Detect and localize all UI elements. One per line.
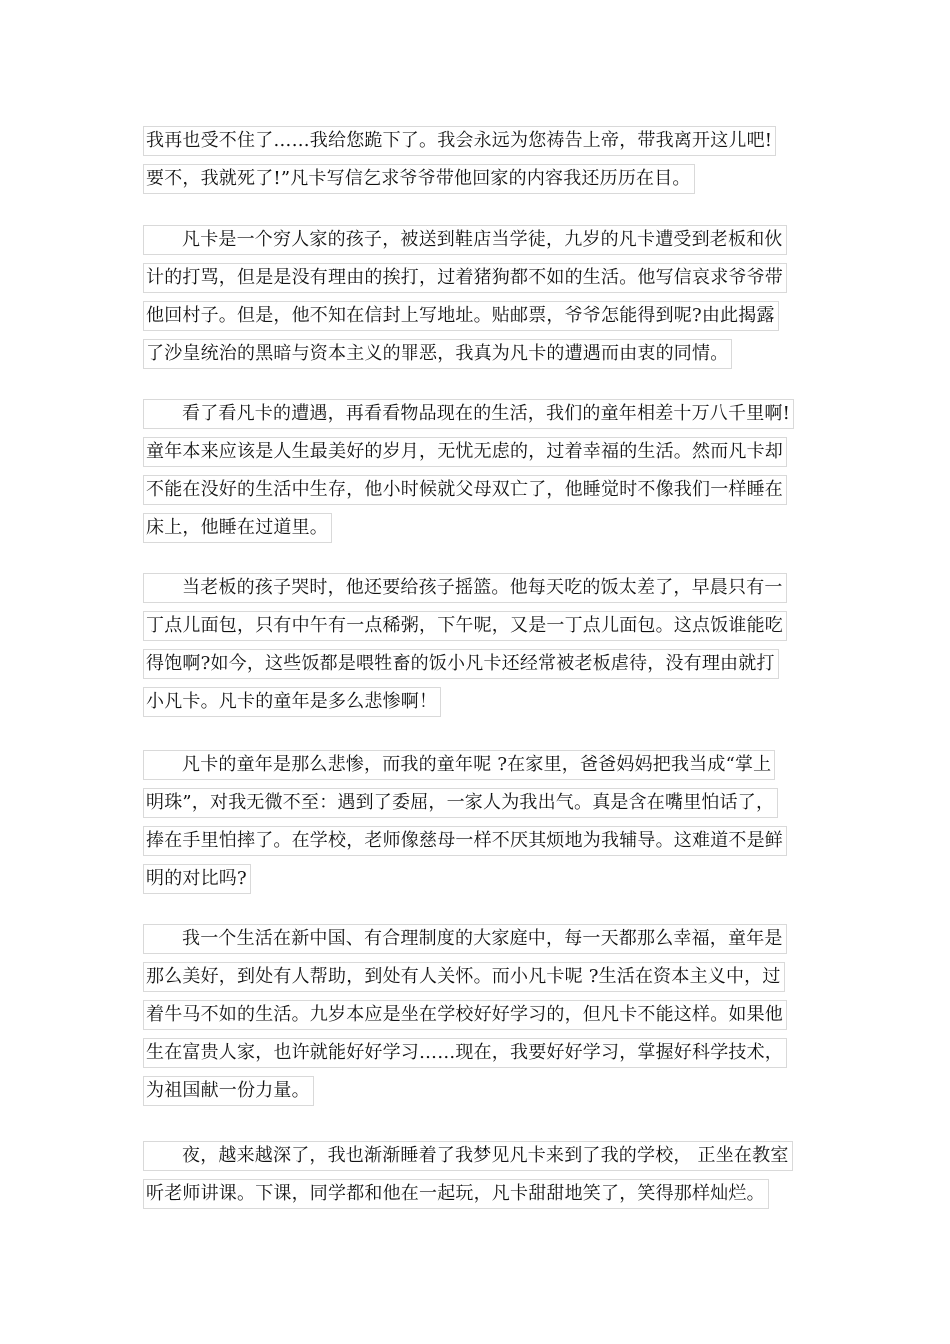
line-text: 凡卡是一个穷人家的孩子，被送到鞋店当学徒，九岁的凡卡遭受到老板和伙 xyxy=(143,225,787,255)
text-line xyxy=(143,1141,808,1171)
text-line xyxy=(143,339,808,369)
text-line xyxy=(143,687,808,717)
text-line xyxy=(143,788,808,818)
text-line xyxy=(143,475,808,505)
text-line xyxy=(143,164,808,194)
text-line xyxy=(143,962,808,992)
text-line xyxy=(143,437,808,467)
paragraph-5 xyxy=(143,750,808,902)
line-text: 我再也受不住了……我给您跪下了。我会永远为您祷告上帝，带我离开这儿吧! xyxy=(143,126,776,156)
line-text: 他回村子。但是，他不知在信封上写地址。贴邮票，爷爷怎能得到呢?由此揭露 xyxy=(143,301,779,331)
line-text: 听老师讲课。下课，同学都和他在一起玩，凡卡甜甜地笑了，笑得那样灿烂。 xyxy=(143,1179,769,1209)
text-line xyxy=(143,513,808,543)
line-text: 生在富贵人家，也许就能好好学习……现在，我要好好学习，掌握好科学技术， xyxy=(143,1038,787,1068)
line-text: 夜，越来越深了，我也渐渐睡着了我梦见凡卡来到了我的学校， 正坐在教室 xyxy=(143,1141,793,1171)
line-text: 那么美好，到处有人帮助，到处有人关怀。而小凡卡呢 ?生活在资本主义中，过 xyxy=(143,962,785,992)
text-line xyxy=(143,225,808,255)
text-line xyxy=(143,399,808,429)
line-text: 童年本来应该是人生最美好的岁月，无忧无虑的，过着幸福的生活。然而凡卡却 xyxy=(143,437,787,467)
text-line xyxy=(143,826,808,856)
paragraph-7 xyxy=(143,1141,808,1217)
text-line xyxy=(143,1000,808,1030)
line-text: 小凡卡。凡卡的童年是多么悲惨啊！ xyxy=(143,687,441,717)
line-text: 着牛马不如的生活。九岁本应是坐在学校好好学习的，但凡卡不能这样。如果他 xyxy=(143,1000,787,1030)
line-text: 了沙皇统治的黑暗与资本主义的罪恶，我真为凡卡的遭遇而由衷的同情。 xyxy=(143,339,732,369)
paragraph-1 xyxy=(143,126,808,202)
line-text: 明珠”，对我无微不至：遇到了委屈，一家人为我出气。真是含在嘴里怕话了， xyxy=(143,788,778,818)
line-text: 不能在没好的生活中生存，他小时候就父母双亡了，他睡觉时不像我们一样睡在 xyxy=(143,475,787,505)
line-text: 看了看凡卡的遭遇，再看看物品现在的生活，我们的童年相差十万八千里啊! xyxy=(143,399,794,429)
text-line xyxy=(143,573,808,603)
line-text: 我一个生活在新中国、有合理制度的大家庭中，每一天都那么幸福，童年是 xyxy=(143,924,787,954)
line-text: 当老板的孩子哭时，他还要给孩子摇篮。他每天吃的饭太差了，早晨只有一 xyxy=(143,573,787,603)
paragraph-6 xyxy=(143,924,808,1114)
text-line xyxy=(143,1179,808,1209)
line-text: 床上，他睡在过道里。 xyxy=(143,513,332,543)
paragraph-2 xyxy=(143,225,808,377)
line-text: 要不，我就死了!”凡卡写信乞求爷爷带他回家的内容我还历历在目。 xyxy=(143,164,695,194)
text-line xyxy=(143,1038,808,1068)
text-line xyxy=(143,750,808,780)
text-line xyxy=(143,301,808,331)
text-line xyxy=(143,864,808,894)
text-line xyxy=(143,924,808,954)
line-text: 凡卡的童年是那么悲惨，而我的童年呢 ?在家里，爸爸妈妈把我当成“掌上 xyxy=(143,750,775,780)
line-text: 丁点儿面包，只有中午有一点稀粥，下午呢，又是一丁点儿面包。这点饭谁能吃 xyxy=(143,611,787,641)
text-line xyxy=(143,649,808,679)
paragraph-4 xyxy=(143,573,808,725)
paragraph-3 xyxy=(143,399,808,551)
text-line xyxy=(143,263,808,293)
text-line xyxy=(143,126,808,156)
line-text: 得饱啊?如今，这些饭都是喂牲畜的饭小凡卡还经常被老板虐待，没有理由就打 xyxy=(143,649,779,679)
text-line xyxy=(143,611,808,641)
line-text: 计的打骂，但是是没有理由的挨打，过着猪狗都不如的生活。他写信哀求爷爷带 xyxy=(143,263,787,293)
text-line xyxy=(143,1076,808,1106)
line-text: 捧在手里怕摔了。在学校，老师像慈母一样不厌其烦地为我辅导。这难道不是鲜 xyxy=(143,826,787,856)
line-text: 为祖国献一份力量。 xyxy=(143,1076,314,1106)
line-text: 明的对比吗? xyxy=(143,864,251,894)
